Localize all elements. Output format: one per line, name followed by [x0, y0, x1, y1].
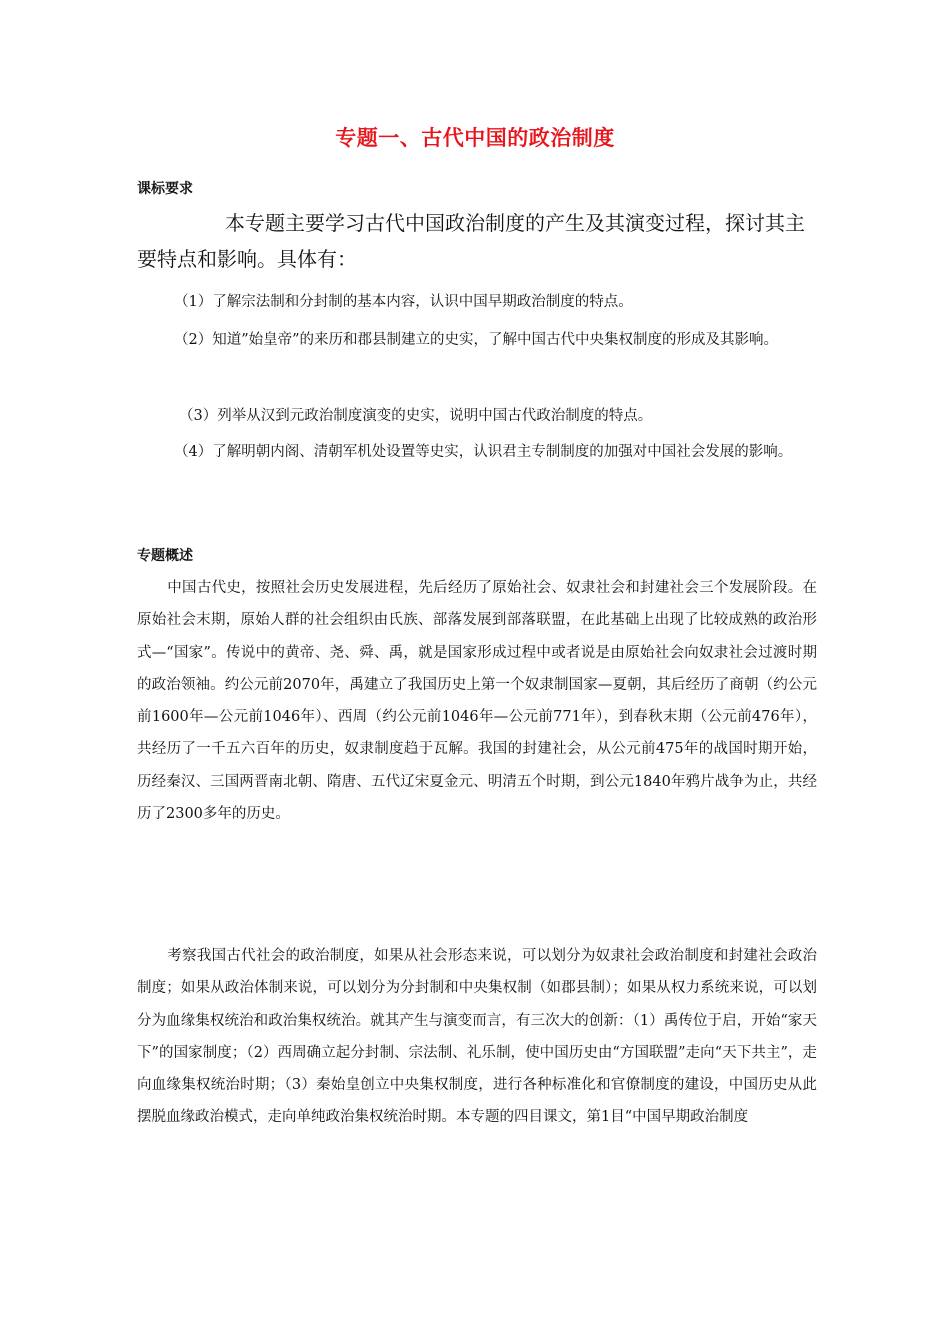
- overview-paragraph-2-text: 考察我国古代社会的政治制度，如果从社会形态来说，可以划分为奴隶社会政治制度和封建社会政治制度；如果从政治体制来说，可以划分为分封制和中央集权制（如郡县制）；如果从权力系统来说，可以划分为血缘集权统治和政治集权统治。就其产生与演变而言，有三次大的创新：（1）禹传位于启，开始“家天下”的国家制度；（2）西周确立起分封制、宗法制、礼乐制，使中国历史由“方国联盟”走向“天下共主”，走向血缘集权统治时期；（3）秦始皇创立中央集权制度，进行各种标准化和官僚制度的建设，中国历史从此摆脱血缘政治模式，走向单纯政治集权统治时期。本专题的四目课文，第1目“中国早期政治制度: [137, 948, 817, 1126]
- section-heading-curriculum: 课标要求: [137, 181, 193, 197]
- requirement-item-1: （1）了解宗法制和分封制的基本内容，认识中国早期政治制度的特点。: [174, 294, 633, 310]
- overview-paragraph-2: [137, 940, 817, 1134]
- section-heading-overview: 专题概述: [137, 548, 193, 564]
- intro-paragraph: [137, 205, 817, 277]
- requirement-item-4: （4）了解明朝内阁、清朝军机处设置等史实，认识君主专制制度的加强对中国社会发展的影响。: [174, 444, 793, 460]
- overview-paragraph-1: [137, 572, 817, 830]
- document-title: 专题一、古代中国的政治制度: [335, 126, 615, 150]
- overview-paragraph-1-text: 中国古代史，按照社会历史发展进程，先后经历了原始社会、奴隶社会和封建社会三个发展阶段。在原始社会末期，原始人群的社会组织由氏族、部落发展到部落联盟，在此基础上出现了比较成熟的政治形式—“国家”。传说中的黄帝、尧、舜、禹，就是国家形成过程中或者说是由原始社会向奴隶社会过渡时期的政治领袖。约公元前2070年，禹建立了我国历史上第一个奴隶制国家—夏朝，其后经历了商朝（约公元前1600年—公元前1046年）、西周（约公元前1046年—公元前771年），到春秋末期（公元前476年），共经历了一千五六百年的历史，奴隶制度趋于瓦解。我国的封建社会，从公元前475年的战国时期开始，历经秦汉、三国两晋南北朝、隋唐、五代辽宋夏金元、明清五个时期，到公元1840年鸦片战争为止，共经历了2300多年的历史。: [137, 580, 817, 823]
- requirement-item-2: （2）知道”始皇帝”的来历和郡县制建立的史实，了解中国古代中央集权制度的形成及其影响。: [174, 332, 779, 348]
- requirement-item-3: （3）列举从汉到元政治制度演变的史实，说明中国古代政治制度的特点。: [179, 408, 653, 424]
- intro-text: 本专题主要学习古代中国政治制度的产生及其演变过程，探讨其主要特点和影响。具体有：: [137, 211, 805, 271]
